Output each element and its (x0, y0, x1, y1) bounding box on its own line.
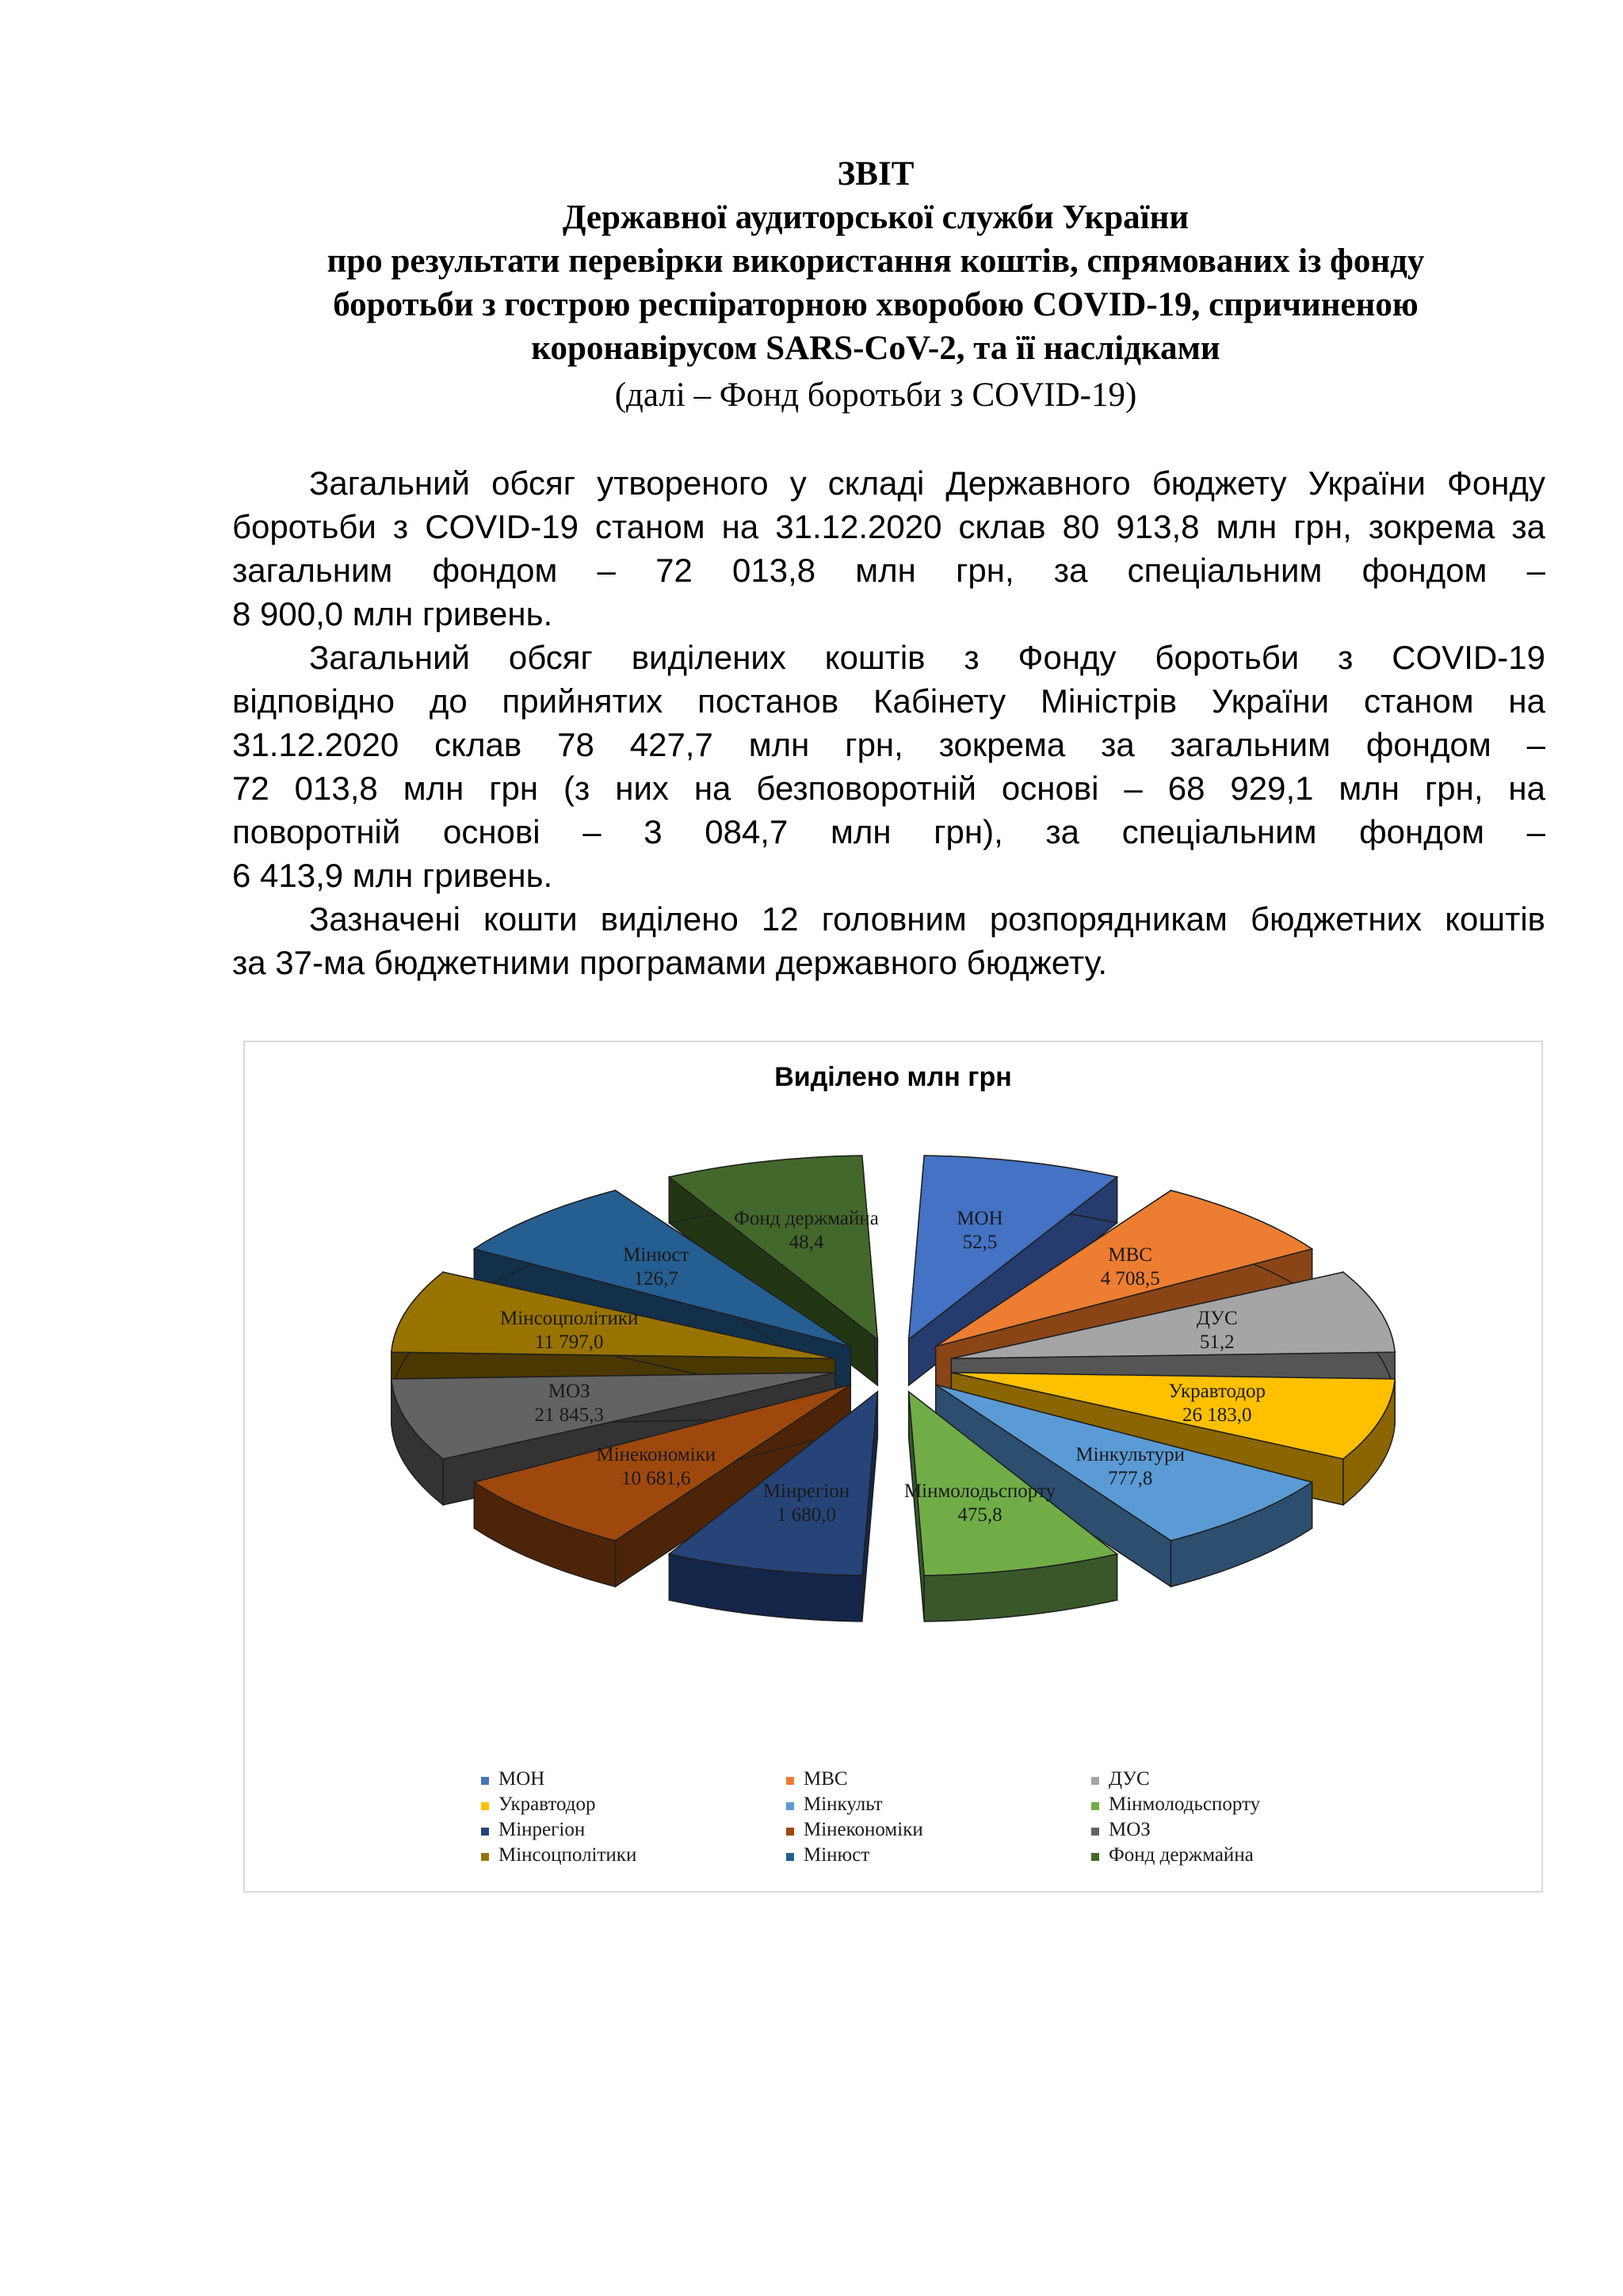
report-subtitle: (далі – Фонд боротьби з COVID-19) (614, 376, 1137, 414)
text-line: 72 013,8 млн грн (з них на безповоротній основі – 68 929,1 млн грн, на (232, 770, 1545, 807)
legend-swatch (1091, 1853, 1099, 1861)
legend-item (481, 1844, 636, 1866)
text-line: Загальний обсяг утвореного у складі Державного бюджету України Фонду (309, 464, 1545, 502)
data-label-name: МОЗ (548, 1381, 590, 1403)
text-line: 6 413,9 млн гривень. (232, 857, 553, 894)
legend-label: Мінюст (804, 1844, 870, 1866)
legend-swatch (1091, 1828, 1099, 1836)
title-line: боротьби з гострою респіраторною хворобою COVID-19, спричиненою (333, 286, 1419, 323)
data-label-name: Мінрегіон (762, 1480, 850, 1502)
data-label-name: МВС (1108, 1244, 1152, 1266)
paragraph-fund-total (232, 461, 1545, 636)
data-label-value: 126,7 (633, 1268, 678, 1290)
legend-label: МОЗ (1109, 1819, 1151, 1840)
legend-label: Мінрегіон (498, 1819, 586, 1840)
data-label-name: Мінсоцполітики (500, 1307, 639, 1329)
data-label-name: Мінмолодьспорту (903, 1480, 1056, 1502)
text-line: поворотній основі – 3 084,7 млн грн), за спеціальним фондом – (232, 813, 1545, 850)
legend-label: Мінекономіки (804, 1819, 923, 1840)
legend-item (481, 1819, 585, 1840)
legend-swatch (481, 1777, 489, 1785)
data-label-name: МОН (957, 1208, 1003, 1229)
data-label-value: 26 183,0 (1182, 1404, 1252, 1427)
text-line: Загальний обсяг виділених коштів з Фонду боротьби з COVID-19 (309, 639, 1545, 676)
legend-label: Мінсоцполітики (498, 1844, 637, 1866)
legend-item (786, 1794, 883, 1815)
text-line: загальним фондом – 72 013,8 млн грн, за спеціальним фондом – (232, 552, 1545, 589)
legend-item (786, 1844, 869, 1866)
legend-label: ДУС (1109, 1768, 1150, 1790)
data-label-name: Фонд держмайна (734, 1208, 879, 1229)
text-line: 31.12.2020 склав 78 427,7 млн грн, зокрема за загальним фондом – (232, 726, 1545, 763)
pie-chart (243, 1041, 1543, 1893)
legend-swatch (481, 1828, 489, 1836)
data-label-value: 4 708,5 (1100, 1268, 1160, 1290)
legend-swatch (786, 1802, 794, 1810)
data-label-value: 51,2 (1199, 1331, 1235, 1353)
legend-item (1091, 1844, 1254, 1866)
legend-swatch (786, 1828, 794, 1836)
legend-item (1091, 1819, 1151, 1840)
legend-swatch (786, 1853, 794, 1861)
legend-item (786, 1768, 848, 1790)
legend (481, 1768, 1261, 1866)
text-line: за 37-ма бюджетними програмами державного бюджету. (232, 944, 1108, 981)
legend-swatch (481, 1802, 489, 1810)
data-label-name: ДУС (1196, 1307, 1238, 1329)
legend-item (1091, 1768, 1150, 1790)
legend-item (481, 1794, 596, 1815)
data-label-value: 475,8 (957, 1504, 1002, 1526)
data-label-value: 1 680,0 (777, 1504, 836, 1526)
legend-label: МВС (804, 1768, 848, 1790)
chart-title: Виділено млн грн (774, 1062, 1012, 1092)
data-label-value: 21 845,3 (534, 1404, 604, 1427)
data-label-value: 48,4 (789, 1232, 824, 1253)
paragraph-programs (232, 897, 1545, 984)
legend-item (1091, 1794, 1261, 1815)
data-label-name: Мінкультури (1075, 1443, 1186, 1465)
legend-swatch (1091, 1802, 1099, 1810)
data-label-value: 52,5 (962, 1232, 998, 1253)
legend-item (786, 1819, 923, 1840)
data-label-name: Укравтодор (1168, 1381, 1266, 1403)
data-label-value: 10 681,6 (621, 1467, 691, 1489)
text-line: відповідно до прийнятих постанов Кабінету Міністрів України станом на (232, 682, 1545, 720)
text-line: Зазначені кошти виділено 12 головним розпорядникам бюджетних коштів (309, 900, 1545, 938)
title-line: Державної аудиторської служби України (562, 199, 1190, 236)
data-label-value: 777,8 (1108, 1467, 1153, 1489)
legend-label: Укравтодор (498, 1794, 596, 1815)
legend-label: МОН (498, 1768, 545, 1790)
data-label-name: Мінюст (623, 1244, 689, 1266)
data-label-name: Мінекономіки (596, 1443, 716, 1465)
text-line: боротьби з COVID-19 станом на 31.12.2020 склав 80 913,8 млн грн, зокрема за (232, 508, 1545, 545)
legend-label: Мінкульт (804, 1794, 883, 1815)
title-line: про результати перевірки використання коштів, спрямованих із фонду (327, 243, 1425, 280)
data-label-value: 11 797,0 (534, 1331, 604, 1353)
legend-swatch (481, 1853, 489, 1861)
report-title (190, 152, 1561, 370)
legend-label: Фонд держмайна (1109, 1844, 1254, 1866)
title-line: ЗВІТ (837, 155, 915, 193)
legend-swatch (786, 1777, 794, 1785)
title-line: коронавірусом SARS-CoV-2, та її наслідками (531, 330, 1220, 367)
text-line: 8 900,0 млн гривень. (232, 595, 553, 632)
paragraph-allocated (232, 636, 1545, 897)
legend-label: Мінмолодьспорту (1109, 1794, 1261, 1815)
legend-swatch (1091, 1777, 1099, 1785)
legend-item (481, 1768, 544, 1790)
